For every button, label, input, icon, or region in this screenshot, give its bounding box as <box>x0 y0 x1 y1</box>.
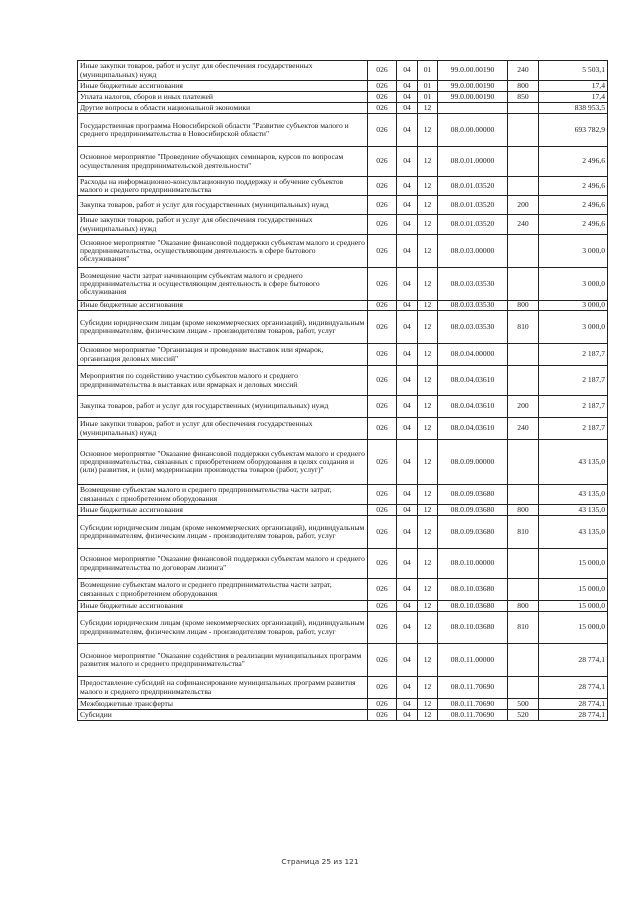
row-pr-cell: 12 <box>418 579 438 601</box>
table-row <box>78 516 608 549</box>
row-rz-cell: 04 <box>397 92 418 103</box>
table-row <box>78 177 608 196</box>
row-rz-cell: 04 <box>397 103 418 114</box>
row-vr-cell <box>508 114 539 147</box>
row-pr-cell: 12 <box>418 644 438 677</box>
row-vr-cell <box>508 440 539 485</box>
row-sum-cell: 2 496,6 <box>539 196 608 215</box>
row-sum-cell: 3 000,0 <box>539 268 608 301</box>
row-ved-cell: 026 <box>368 418 397 440</box>
row-csr-cell: 08.0.04.00000 <box>438 344 508 366</box>
row-csr-cell: 08.0.00.00000 <box>438 114 508 147</box>
row-sum-cell: 43 135,0 <box>539 505 608 516</box>
table-row <box>78 311 608 344</box>
table-row <box>78 301 608 311</box>
table-row <box>78 147 608 177</box>
row-sum-cell: 2 496,6 <box>539 177 608 196</box>
row-rz-cell: 04 <box>397 644 418 677</box>
table-row <box>78 418 608 440</box>
row-vr-cell: 810 <box>508 612 539 644</box>
row-name-cell: Закупка товаров, работ и услуг для государственных (муниципальных) нужд <box>78 396 368 418</box>
table-row <box>78 549 608 579</box>
row-name-cell: Иные бюджетные ассигнования <box>78 505 368 516</box>
row-vr-cell: 200 <box>508 396 539 418</box>
row-csr-cell: 08.0.01.03520 <box>438 196 508 215</box>
row-rz-cell: 04 <box>397 301 418 311</box>
table-row <box>78 92 608 103</box>
row-ved-cell: 026 <box>368 61 397 81</box>
row-name-cell: Основное мероприятие "Организация и проведение выставок или ярмарок, организация деловых миссий" <box>78 344 368 366</box>
row-rz-cell: 04 <box>397 177 418 196</box>
row-name-cell: Иные закупки товаров, работ и услуг для обеспечения государственных (муниципальных) нужд <box>78 215 368 235</box>
row-name-cell: Закупка товаров, работ и услуг для государственных (муниципальных) нужд <box>78 196 368 215</box>
row-ved-cell: 026 <box>368 103 397 114</box>
row-pr-cell: 12 <box>418 601 438 612</box>
row-pr-cell: 12 <box>418 235 438 268</box>
table-body <box>78 61 608 721</box>
table-row <box>78 677 608 699</box>
row-name-cell: Основное мероприятие "Проведение обучающих семинаров, курсов по вопросам осуществления предпринимательской деятельности" <box>78 147 368 177</box>
row-csr-cell: 08.0.11.70690 <box>438 699 508 710</box>
row-csr-cell: 08.0.10.03680 <box>438 612 508 644</box>
row-rz-cell: 04 <box>397 579 418 601</box>
row-vr-cell: 240 <box>508 215 539 235</box>
row-pr-cell: 12 <box>418 505 438 516</box>
row-vr-cell <box>508 579 539 601</box>
row-ved-cell: 026 <box>368 710 397 721</box>
row-csr-cell: 08.0.03.03530 <box>438 311 508 344</box>
row-ved-cell: 026 <box>368 196 397 215</box>
row-sum-cell: 3 000,0 <box>539 311 608 344</box>
row-pr-cell: 01 <box>418 81 438 92</box>
row-ved-cell: 026 <box>368 177 397 196</box>
row-rz-cell: 04 <box>397 215 418 235</box>
row-pr-cell: 12 <box>418 396 438 418</box>
row-sum-cell: 693 782,9 <box>539 114 608 147</box>
row-pr-cell: 12 <box>418 485 438 505</box>
row-vr-cell: 810 <box>508 311 539 344</box>
row-vr-cell: 520 <box>508 710 539 721</box>
row-name-cell: Иные закупки товаров, работ и услуг для обеспечения государственных (муниципальных) нужд <box>78 61 368 81</box>
row-pr-cell: 12 <box>418 366 438 396</box>
row-vr-cell: 500 <box>508 699 539 710</box>
row-pr-cell: 12 <box>418 215 438 235</box>
row-sum-cell: 5 503,1 <box>539 61 608 81</box>
row-ved-cell: 026 <box>368 311 397 344</box>
table-row <box>78 699 608 710</box>
row-vr-cell: 800 <box>508 601 539 612</box>
row-csr-cell: 99.0.00.00190 <box>438 81 508 92</box>
row-name-cell: Иные бюджетные ассигнования <box>78 81 368 92</box>
row-sum-cell: 17,4 <box>539 81 608 92</box>
row-csr-cell: 08.0.09.03680 <box>438 505 508 516</box>
table-row <box>78 215 608 235</box>
row-rz-cell: 04 <box>397 601 418 612</box>
row-sum-cell: 838 953,5 <box>539 103 608 114</box>
row-pr-cell: 12 <box>418 147 438 177</box>
row-ved-cell: 026 <box>368 699 397 710</box>
row-csr-cell: 08.0.04.03610 <box>438 396 508 418</box>
row-vr-cell <box>508 103 539 114</box>
row-name-cell: Мероприятия по содействию участию субъектов малого и среднего предпринимательства в выставках или ярмарках и деловых миссий <box>78 366 368 396</box>
row-csr-cell: 08.0.09.00000 <box>438 440 508 485</box>
table-row <box>78 579 608 601</box>
table-row <box>78 601 608 612</box>
table-row <box>78 710 608 721</box>
row-name-cell: Предоставление субсидий на софинансирование муниципальных программ развития малого и среднего предпринимательства <box>78 677 368 699</box>
row-name-cell: Иные закупки товаров, работ и услуг для обеспечения государственных (муниципальных) нужд <box>78 418 368 440</box>
row-vr-cell: 800 <box>508 505 539 516</box>
row-pr-cell: 12 <box>418 612 438 644</box>
row-vr-cell <box>508 235 539 268</box>
row-ved-cell: 026 <box>368 268 397 301</box>
row-vr-cell <box>508 344 539 366</box>
row-csr-cell: 08.0.09.03680 <box>438 516 508 549</box>
row-pr-cell: 12 <box>418 710 438 721</box>
row-csr-cell: 08.0.09.03680 <box>438 485 508 505</box>
row-pr-cell: 01 <box>418 61 438 81</box>
row-csr-cell: 08.0.01.03520 <box>438 177 508 196</box>
row-rz-cell: 04 <box>397 268 418 301</box>
table-row <box>78 103 608 114</box>
row-ved-cell: 026 <box>368 344 397 366</box>
table-row <box>78 81 608 92</box>
row-rz-cell: 04 <box>397 418 418 440</box>
row-pr-cell: 12 <box>418 177 438 196</box>
row-csr-cell: 08.0.10.03680 <box>438 601 508 612</box>
row-vr-cell: 240 <box>508 418 539 440</box>
row-csr-cell: 08.0.10.00000 <box>438 549 508 579</box>
row-rz-cell: 04 <box>397 366 418 396</box>
row-vr-cell <box>508 644 539 677</box>
row-sum-cell: 3 000,0 <box>539 235 608 268</box>
budget-table <box>77 60 608 721</box>
row-csr-cell: 08.0.01.03520 <box>438 215 508 235</box>
row-ved-cell: 026 <box>368 114 397 147</box>
row-ved-cell: 026 <box>368 505 397 516</box>
row-csr-cell: 99.0.00.00190 <box>438 92 508 103</box>
row-name-cell: Субсидии юридическим лицам (кроме некоммерческих организаций), индивидуальным предпринимателям, физическим лицам - производителям товаров, работ, услуг <box>78 311 368 344</box>
row-rz-cell: 04 <box>397 710 418 721</box>
row-pr-cell: 12 <box>418 516 438 549</box>
row-name-cell: Субсидии юридическим лицам (кроме некоммерческих организаций), индивидуальным предпринимателям, физическим лицам - производителям товаров, работ, услуг <box>78 516 368 549</box>
row-pr-cell: 12 <box>418 196 438 215</box>
row-vr-cell <box>508 366 539 396</box>
row-rz-cell: 04 <box>397 147 418 177</box>
row-vr-cell <box>508 147 539 177</box>
row-vr-cell: 800 <box>508 81 539 92</box>
row-sum-cell: 43 135,0 <box>539 440 608 485</box>
table-row <box>78 485 608 505</box>
table-row <box>78 644 608 677</box>
row-pr-cell: 12 <box>418 114 438 147</box>
row-sum-cell: 43 135,0 <box>539 516 608 549</box>
row-pr-cell: 12 <box>418 301 438 311</box>
row-ved-cell: 026 <box>368 579 397 601</box>
row-name-cell: Возмещение субъектам малого и среднего предпринимательства части затрат, связанных с приобретением оборудования <box>78 579 368 601</box>
row-ved-cell: 026 <box>368 215 397 235</box>
row-sum-cell: 28 774,1 <box>539 644 608 677</box>
row-name-cell: Уплата налогов, сборов и иных платежей <box>78 92 368 103</box>
row-name-cell: Межбюджетные трансферты <box>78 699 368 710</box>
row-ved-cell: 026 <box>368 601 397 612</box>
table-row <box>78 396 608 418</box>
row-vr-cell <box>508 485 539 505</box>
row-ved-cell: 026 <box>368 485 397 505</box>
row-ved-cell: 026 <box>368 301 397 311</box>
row-pr-cell: 01 <box>418 92 438 103</box>
table-row <box>78 440 608 485</box>
row-rz-cell: 04 <box>397 61 418 81</box>
row-vr-cell: 810 <box>508 516 539 549</box>
row-rz-cell: 04 <box>397 505 418 516</box>
row-vr-cell <box>508 549 539 579</box>
row-sum-cell: 3 000,0 <box>539 301 608 311</box>
table-row <box>78 268 608 301</box>
row-rz-cell: 04 <box>397 114 418 147</box>
row-sum-cell: 2 496,6 <box>539 147 608 177</box>
row-pr-cell: 12 <box>418 103 438 114</box>
row-csr-cell: 99.0.00.00190 <box>438 61 508 81</box>
row-sum-cell: 2 187,7 <box>539 396 608 418</box>
table-row <box>78 344 608 366</box>
row-name-cell: Субсидии юридическим лицам (кроме некоммерческих организаций), индивидуальным предпринимателям, физическим лицам - производителям товаров, работ, услуг <box>78 612 368 644</box>
row-rz-cell: 04 <box>397 549 418 579</box>
row-name-cell: Возмещение части затрат начинающим субъектам малого и среднего предпринимательства и осуществляющим деятельность в сфере бытового обслуживания <box>78 268 368 301</box>
row-name-cell: Основное мероприятие "Оказание финансовой поддержки субъектам малого и среднего предпринимательства, связанных с приобретением оборудования в целях создания и (или) развития, и (или) модернизации производства товаров (работ, услуг)" <box>78 440 368 485</box>
table-row <box>78 196 608 215</box>
row-ved-cell: 026 <box>368 612 397 644</box>
row-name-cell: Основное мероприятие "Оказание финансовой поддержки субъектам малого и среднего предпринимательства по договорам лизинга" <box>78 549 368 579</box>
row-vr-cell: 240 <box>508 61 539 81</box>
row-name-cell: Государственная программа Новосибирской области "Развитие субъектов малого и среднего предпринимательства в Новосибирской области" <box>78 114 368 147</box>
row-name-cell: Основное мероприятие "Оказание финансовой поддержки субъектам малого и среднего предпринимательства, осуществляющим деятельность в сфере бытового обслуживания" <box>78 235 368 268</box>
row-ved-cell: 026 <box>368 92 397 103</box>
row-csr-cell <box>438 103 508 114</box>
row-name-cell: Субсидии <box>78 710 368 721</box>
row-csr-cell: 08.0.03.00000 <box>438 235 508 268</box>
row-ved-cell: 026 <box>368 235 397 268</box>
row-rz-cell: 04 <box>397 396 418 418</box>
row-ved-cell: 026 <box>368 440 397 485</box>
row-sum-cell: 43 135,0 <box>539 485 608 505</box>
row-name-cell: Иные бюджетные ассигнования <box>78 601 368 612</box>
row-name-cell: Расходы на информационно-консультационную поддержку и обучение субъектов малого и среднего предпринимательства <box>78 177 368 196</box>
row-pr-cell: 12 <box>418 344 438 366</box>
row-sum-cell: 15 000,0 <box>539 612 608 644</box>
table-row <box>78 61 608 81</box>
row-sum-cell: 15 000,0 <box>539 601 608 612</box>
row-csr-cell: 08.0.10.03680 <box>438 579 508 601</box>
row-sum-cell: 2 496,6 <box>539 215 608 235</box>
row-rz-cell: 04 <box>397 699 418 710</box>
row-ved-cell: 026 <box>368 549 397 579</box>
row-vr-cell: 200 <box>508 196 539 215</box>
row-sum-cell: 15 000,0 <box>539 579 608 601</box>
row-pr-cell: 12 <box>418 311 438 344</box>
row-pr-cell: 12 <box>418 549 438 579</box>
row-sum-cell: 28 774,1 <box>539 677 608 699</box>
row-rz-cell: 04 <box>397 485 418 505</box>
row-csr-cell: 08.0.11.70690 <box>438 710 508 721</box>
row-pr-cell: 12 <box>418 440 438 485</box>
row-csr-cell: 08.0.01.00000 <box>438 147 508 177</box>
row-pr-cell: 12 <box>418 418 438 440</box>
row-ved-cell: 026 <box>368 366 397 396</box>
row-rz-cell: 04 <box>397 516 418 549</box>
row-ved-cell: 026 <box>368 644 397 677</box>
row-vr-cell <box>508 677 539 699</box>
row-csr-cell: 08.0.04.03610 <box>438 418 508 440</box>
page-number-footer: Страница 25 из 121 <box>281 857 359 866</box>
row-pr-cell: 12 <box>418 699 438 710</box>
row-sum-cell: 15 000,0 <box>539 549 608 579</box>
row-sum-cell: 2 187,7 <box>539 418 608 440</box>
row-rz-cell: 04 <box>397 81 418 92</box>
row-vr-cell: 800 <box>508 301 539 311</box>
row-vr-cell: 850 <box>508 92 539 103</box>
row-csr-cell: 08.0.11.00000 <box>438 644 508 677</box>
table-row <box>78 366 608 396</box>
row-rz-cell: 04 <box>397 196 418 215</box>
row-sum-cell: 28 774,1 <box>539 710 608 721</box>
row-rz-cell: 04 <box>397 440 418 485</box>
row-vr-cell <box>508 177 539 196</box>
table-row <box>78 114 608 147</box>
row-rz-cell: 04 <box>397 344 418 366</box>
row-name-cell: Основное мероприятие "Оказание содействия в реализации муниципальных программ развития малого и среднего предпринимательства" <box>78 644 368 677</box>
table-row <box>78 612 608 644</box>
row-rz-cell: 04 <box>397 311 418 344</box>
row-name-cell: Иные бюджетные ассигнования <box>78 301 368 311</box>
row-ved-cell: 026 <box>368 396 397 418</box>
table-row <box>78 235 608 268</box>
row-ved-cell: 026 <box>368 147 397 177</box>
row-name-cell: Возмещение субъектам малого и среднего предпринимательства части затрат, связанных с приобретением оборудования <box>78 485 368 505</box>
row-ved-cell: 026 <box>368 81 397 92</box>
row-sum-cell: 2 187,7 <box>539 344 608 366</box>
row-name-cell: Другие вопросы в области национальной экономики <box>78 103 368 114</box>
row-sum-cell: 17,4 <box>539 92 608 103</box>
row-pr-cell: 12 <box>418 677 438 699</box>
row-rz-cell: 04 <box>397 235 418 268</box>
row-pr-cell: 12 <box>418 268 438 301</box>
row-ved-cell: 026 <box>368 516 397 549</box>
row-csr-cell: 08.0.04.03610 <box>438 366 508 396</box>
row-ved-cell: 026 <box>368 677 397 699</box>
row-vr-cell <box>508 268 539 301</box>
row-csr-cell: 08.0.03.03530 <box>438 268 508 301</box>
row-csr-cell: 08.0.11.70690 <box>438 677 508 699</box>
table-row <box>78 505 608 516</box>
row-csr-cell: 08.0.03.03530 <box>438 301 508 311</box>
row-sum-cell: 2 187,7 <box>539 366 608 396</box>
row-rz-cell: 04 <box>397 612 418 644</box>
row-sum-cell: 28 774,1 <box>539 699 608 710</box>
row-rz-cell: 04 <box>397 677 418 699</box>
